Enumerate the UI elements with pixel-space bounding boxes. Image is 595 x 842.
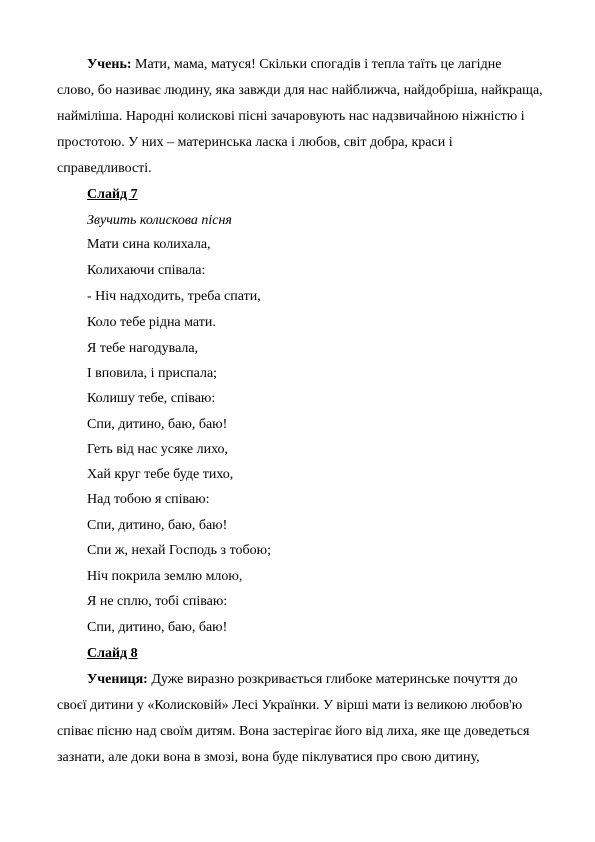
paragraph-line: простотою. У них – материнська ласка і любов, світ добра, краси і bbox=[57, 135, 453, 150]
lullaby-line: Геть від нас усяке лихо, bbox=[87, 442, 229, 457]
speaker-label: Учень: bbox=[87, 57, 132, 72]
lullaby-line: Мати сина колихала, bbox=[87, 237, 211, 252]
lullaby-line: Колихаючи співала: bbox=[87, 263, 206, 278]
paragraph-line: Учениця: Дуже виразно розкривається глибоке материнське почуття до bbox=[87, 672, 518, 687]
paragraph-line: справедливості. bbox=[57, 161, 152, 176]
lullaby-line: Спи, дитино, баю, баю! bbox=[87, 417, 228, 432]
paragraph-line: найміліша. Народні колискові пісні зачаровують нас надзвичайною ніжністю і bbox=[57, 109, 525, 124]
lullaby-line: Коло тебе рідна мати. bbox=[87, 315, 216, 330]
slide-heading: Слайд 8 bbox=[87, 646, 138, 661]
paragraph-line: Учень: Мати, мама, матуся! Скільки спогадів і тепла таїть це лагідне bbox=[87, 57, 502, 72]
speaker-label: Учениця: bbox=[87, 672, 148, 687]
lullaby-line: - Ніч надходить, треба спати, bbox=[87, 289, 261, 304]
lullaby-line: І вповила, і приспала; bbox=[87, 366, 218, 381]
lullaby-line: Я не сплю, тобі співаю: bbox=[87, 594, 228, 609]
stage-direction: Звучить колискова пісня bbox=[87, 213, 232, 228]
lullaby-line: Колишу тебе, співаю: bbox=[87, 391, 216, 406]
lullaby-line: Спи ж, нехай Господь з тобою; bbox=[87, 543, 271, 558]
paragraph-line: слово, бо називає людину, яка завжди для нас найближча, найдобріша, найкраща, bbox=[57, 83, 543, 98]
paragraph-line: зазнати, але доки вона в змозі, вона буде піклуватися про свою дитину, bbox=[57, 750, 480, 765]
lullaby-line: Я тебе нагодувала, bbox=[87, 341, 199, 356]
paragraph-line: співає пісню над своїм дитям. Вона застерігає його від лиха, яке ще доведеться bbox=[57, 724, 530, 739]
lullaby-line: Спи, дитино, баю, баю! bbox=[87, 518, 228, 533]
lullaby-line: Спи, дитино, баю, баю! bbox=[87, 620, 228, 635]
lullaby-line: Над тобою я співаю: bbox=[87, 492, 210, 507]
lullaby-line: Хай круг тебе буде тихо, bbox=[87, 467, 234, 482]
paragraph-line: своєї дитини у «Колисковій» Лесі Українки. У вірші мати із великою любов'ю bbox=[57, 698, 523, 713]
slide-heading: Слайд 7 bbox=[87, 187, 138, 202]
lullaby-line: Ніч покрила землю млою, bbox=[87, 569, 243, 584]
